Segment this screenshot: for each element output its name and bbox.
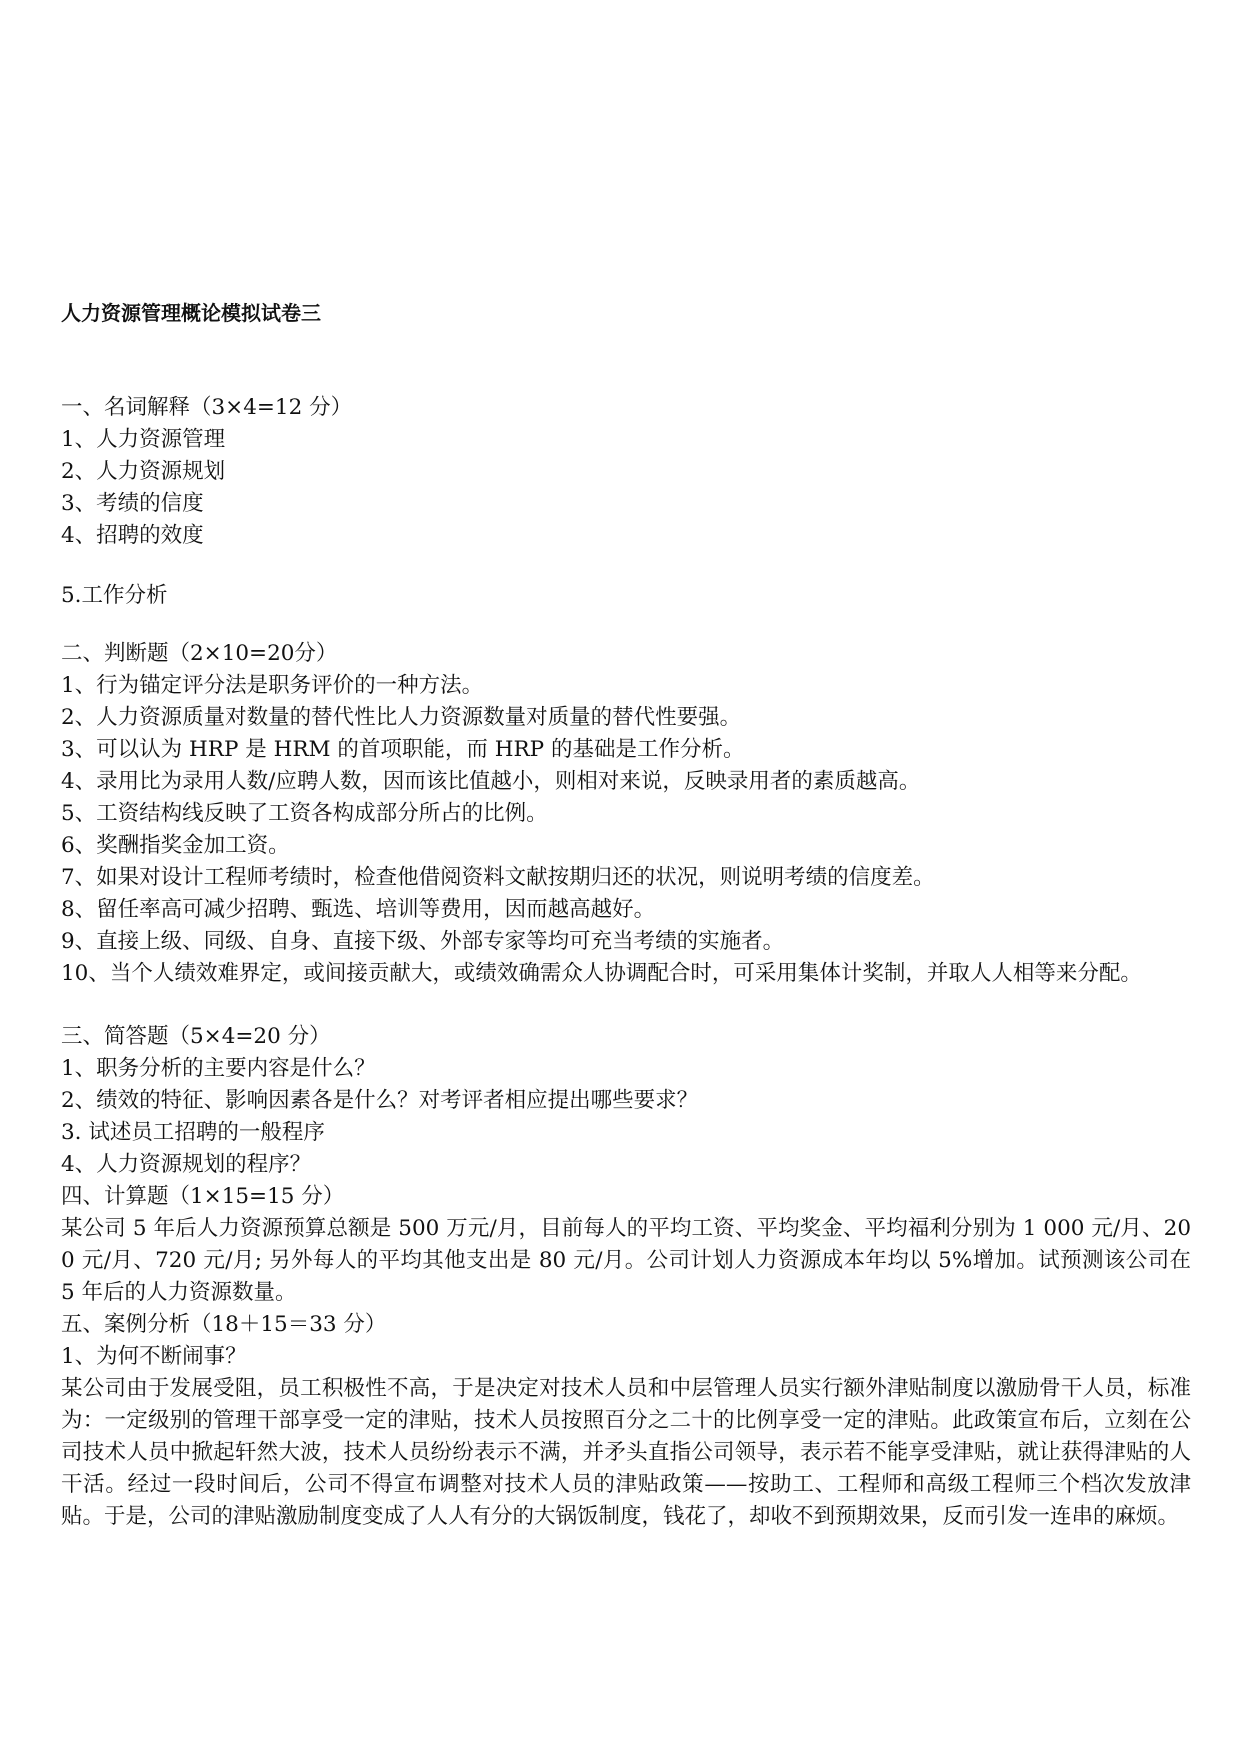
section-case-analysis [61, 1309, 1191, 1533]
question-item: 3. 试述员工招聘的一般程序 [61, 1120, 325, 1145]
question-item: 2、人力资源质量对数量的替代性比人力资源数量对质量的替代性要强。 [61, 705, 742, 730]
section-calculation [61, 1181, 1191, 1309]
question-item: 3、可以认为 HRP 是 HRM 的首项职能，而 HRP 的基础是工作分析。 [61, 737, 745, 762]
section-heading: 二、判断题（2×10=20分） [61, 641, 338, 666]
question-item: 4、人力资源规划的程序？ [61, 1152, 312, 1177]
section-term-extra [61, 580, 1191, 612]
question-item: 2、人力资源规划 [61, 459, 226, 484]
section-heading: 一、名词解释（3×4=12 分） [61, 395, 353, 420]
section-heading: 四、计算题（1×15=15 分） [61, 1184, 345, 1209]
calculation-question: 某公司 5 年后人力资源预算总额是 500 万元/月，目前每人的平均工资、平均奖金、平均福利分别为 1 000 元/月、200 元/月、720 元/月; 另外每人的平均其他支出是 80 元/月。公司计划人力资源成本年均以 5%增加。试预测该公司在 5 年后的人力资源数量。 [61, 1216, 1191, 1305]
question-item: 1、行为锚定评分法是职务评价的一种方法。 [61, 673, 484, 698]
question-item: 5、工资结构线反映了工资各构成部分所占的比例。 [61, 801, 548, 826]
question-item: 1、职务分析的主要内容是什么？ [61, 1056, 376, 1081]
question-item: 10、当个人绩效难界定，或间接贡献大，或绩效确需众人协调配合时，可采用集体计奖制，并取人人相等来分配。 [61, 961, 1142, 986]
section-short-answer [61, 1021, 1191, 1181]
section-term-definitions [61, 392, 1191, 552]
exam-title: 人力资源管理概论模拟试卷三 [61, 301, 321, 325]
question-item: 9、直接上级、同级、自身、直接下级、外部专家等均可充当考绩的实施者。 [61, 929, 785, 954]
section-heading: 三、简答题（5×4=20 分） [61, 1024, 331, 1049]
question-item: 4、招聘的效度 [61, 523, 204, 548]
case-text: 某公司由于发展受阻，员工积极性不高，于是决定对技术人员和中层管理人员实行额外津贴制度以激励骨干人员，标准为：一定级别的管理干部享受一定的津贴，技术人员按照百分之二十的比例享受一定的津贴。此政策宣布后，立刻在公司技术人员中掀起轩然大波，技术人员纷纷表示不满，并矛头直指公司领导，表示若不能享受津贴，就让获得津贴的人干活。经过一段时间后，公司不得宣布调整对技术人员的津贴政策——按助工、工程师和高级工程师三个档次发放津贴。于是，公司的津贴激励制度变成了人人有分的大锅饭制度，钱花了，却收不到预期效果，反而引发一连串的麻烦。 [61, 1376, 1191, 1529]
question-item: 8、留任率高可减少招聘、甄选、培训等费用，因而越高越好。 [61, 897, 656, 922]
question-item: 7、如果对设计工程师考绩时，检查他借阅资料文献按期归还的状况，则说明考绩的信度差。 [61, 865, 935, 890]
case-title: 1、为何不断闹事？ [61, 1344, 247, 1369]
question-item: 2、绩效的特征、影响因素各是什么？对考评者相应提出哪些要求？ [61, 1088, 699, 1113]
question-item: 6、奖酬指奖金加工资。 [61, 833, 290, 858]
section-heading: 五、案例分析（18＋15＝33 分） [61, 1312, 387, 1337]
question-item: 5.工作分析 [61, 583, 168, 608]
question-item: 4、录用比为录用人数/应聘人数，因而该比值越小，则相对来说，反映录用者的素质越高。 [61, 769, 921, 794]
section-true-false [61, 638, 1191, 990]
question-item: 1、人力资源管理 [61, 427, 226, 452]
question-item: 3、考绩的信度 [61, 491, 204, 516]
